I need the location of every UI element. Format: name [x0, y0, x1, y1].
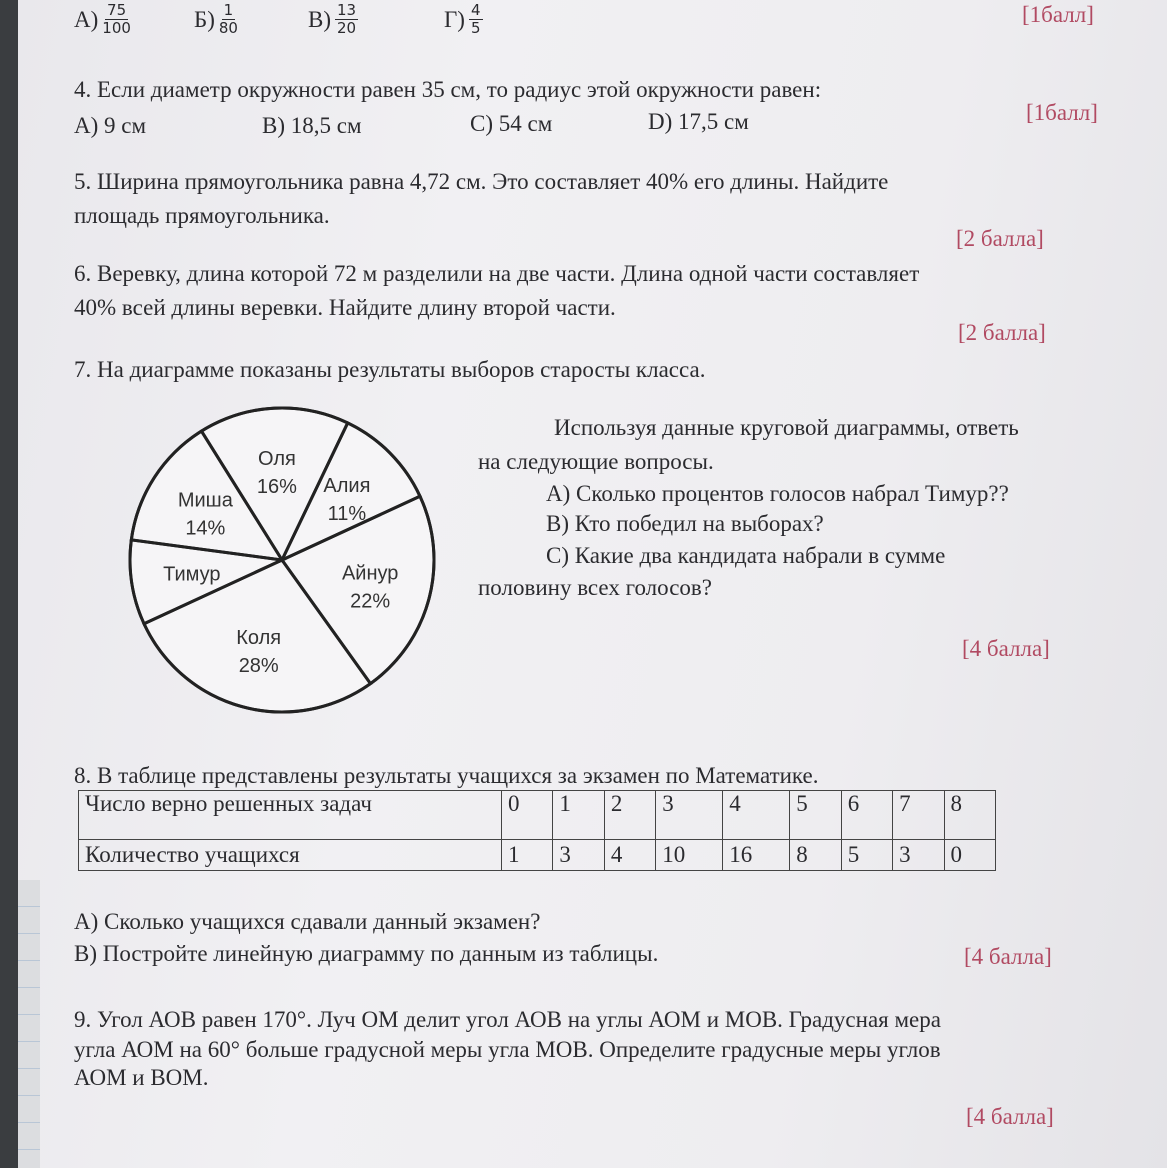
slice-percent-label: 16%: [256, 475, 297, 498]
q3-option-a-num: 75: [107, 1, 127, 19]
slice-percent-label: 14%: [185, 517, 226, 540]
table-cell: 3: [893, 840, 944, 871]
q9-line2: угла АОМ на 60° больше градусной меры угла МОВ. Определите градусные меры углов: [74, 1037, 941, 1062]
q7-text: 7. На диаграмме показаны результаты выборов старосты класса.: [74, 357, 706, 382]
table-cell: 1: [553, 791, 604, 840]
q6-points: [2 балла]: [958, 320, 1046, 345]
row-header-tasks: Число верно решенных задач: [79, 791, 502, 840]
slice-name-label: Миша: [177, 489, 233, 512]
q5-points: [2 балла]: [956, 226, 1044, 251]
q9-line1: 9. Угол АОВ равен 170°. Луч ОМ делит угол АОВ на углы АОМ и МОВ. Градусная мера: [74, 1007, 941, 1032]
q8-points: [4 балла]: [964, 944, 1052, 969]
table-cell: 0: [502, 791, 553, 840]
q7-points: [4 балла]: [962, 636, 1050, 661]
q3-option-b-den: 80: [218, 19, 238, 37]
q3-option-b-num: 1: [223, 1, 234, 19]
q8-question-a: А) Сколько учащихся сдавали данный экзамен?: [74, 909, 541, 934]
q7-question-c-line2: половину всех голосов?: [478, 575, 712, 600]
table-cell: 1: [502, 840, 553, 871]
q8-text: 8. В таблице представлены результаты учащихся за экзамен по Математике.: [74, 763, 819, 788]
table-row-tasks: [79, 791, 996, 840]
slice-name-label: Тимур: [163, 563, 221, 586]
table-cell: 10: [656, 840, 723, 871]
slice-percent-label: 28%: [238, 655, 279, 678]
q7-question-b: В) Кто победил на выборах?: [546, 511, 824, 536]
q4-points: [1балл]: [1026, 100, 1098, 125]
grid-paper-strip: [18, 880, 40, 1168]
q3-option-c-num: 13: [337, 1, 357, 19]
q9-points: [4 балла]: [966, 1104, 1054, 1129]
table-cell: 3: [553, 840, 604, 871]
q8-question-b: В) Постройте линейную диаграмму по данным из таблицы.: [74, 941, 659, 966]
table-cell: 7: [893, 791, 944, 840]
table-cell: 5: [790, 791, 841, 840]
q3-option-b-label: Б): [194, 6, 215, 32]
q3-option-a-den: 100: [102, 19, 131, 37]
slice-name-label: Алия: [323, 474, 371, 497]
q6-line2: 40% всей длины веревки. Найдите длину второй части.: [74, 295, 616, 320]
table-cell: 6: [841, 791, 892, 840]
q6-line1: 6. Веревку, длина которой 72 м разделили на две части. Длина одной части составляет: [74, 261, 920, 286]
table-row-students: [79, 840, 996, 871]
q3-option-d-label: Г): [444, 6, 465, 32]
q3-option-d-num: 4: [470, 1, 481, 19]
q3-option-a: [74, 2, 131, 37]
q4-option-a: А) 9 см: [74, 113, 147, 138]
q4-text: 4. Если диаметр окружности равен 35 см, то радиус этой окружности равен:: [74, 77, 822, 102]
q3-option-d-den: 5: [470, 19, 481, 37]
slice-percent-label: 22%: [350, 590, 391, 613]
q3-option-c-den: 20: [337, 19, 357, 37]
table-cell: 3: [656, 791, 723, 840]
q3-option-a-label: А): [74, 6, 99, 32]
q5-line2: площадь прямоугольника.: [74, 203, 330, 228]
q9-line3: АОМ и ВОМ.: [74, 1065, 209, 1090]
q4-option-c: С) 54 см: [470, 111, 553, 136]
table-cell: 8: [944, 791, 995, 840]
slice-percent-label: 11%: [327, 502, 367, 525]
q7-question-c-line1: С) Какие два кандидата набрали в сумме: [546, 543, 946, 568]
slice-name-label: Коля: [236, 627, 282, 650]
worksheet-page: [18, 0, 1167, 1168]
q3-option-c: [308, 2, 358, 37]
table-cell: 4: [604, 840, 655, 871]
q7-intro-line1: Используя данные круговой диаграммы, ответь: [554, 415, 1019, 440]
row-header-students: Количество учащихся: [79, 840, 502, 871]
slice-name-label: Айнур: [341, 562, 399, 585]
table-cell: 2: [604, 791, 655, 840]
q4-option-d: D) 17,5 см: [648, 109, 749, 134]
table-cell: 0: [944, 840, 995, 871]
results-table: [78, 790, 996, 871]
q3-option-c-label: В): [308, 6, 331, 32]
table-cell: 5: [841, 840, 892, 871]
table-cell: 16: [723, 840, 790, 871]
table-cell: 4: [723, 791, 790, 840]
q3-points: [1балл]: [1022, 2, 1094, 27]
q3-option-d: [444, 2, 483, 37]
slice-name-label: Оля: [257, 447, 296, 470]
q7-question-a: А) Сколько процентов голосов набрал Тимур??: [546, 481, 1009, 506]
pie-svg: [110, 396, 440, 726]
q4-option-b: В) 18,5 см: [262, 113, 362, 138]
q7-intro-line2: на следующие вопросы.: [478, 449, 714, 474]
table-cell: 8: [790, 840, 841, 871]
q5-line1: 5. Ширина прямоугольника равна 4,72 см. Это составляет 40% его длины. Найдите: [74, 169, 889, 194]
q3-option-b: [194, 2, 238, 37]
election-pie-chart: [110, 396, 440, 726]
